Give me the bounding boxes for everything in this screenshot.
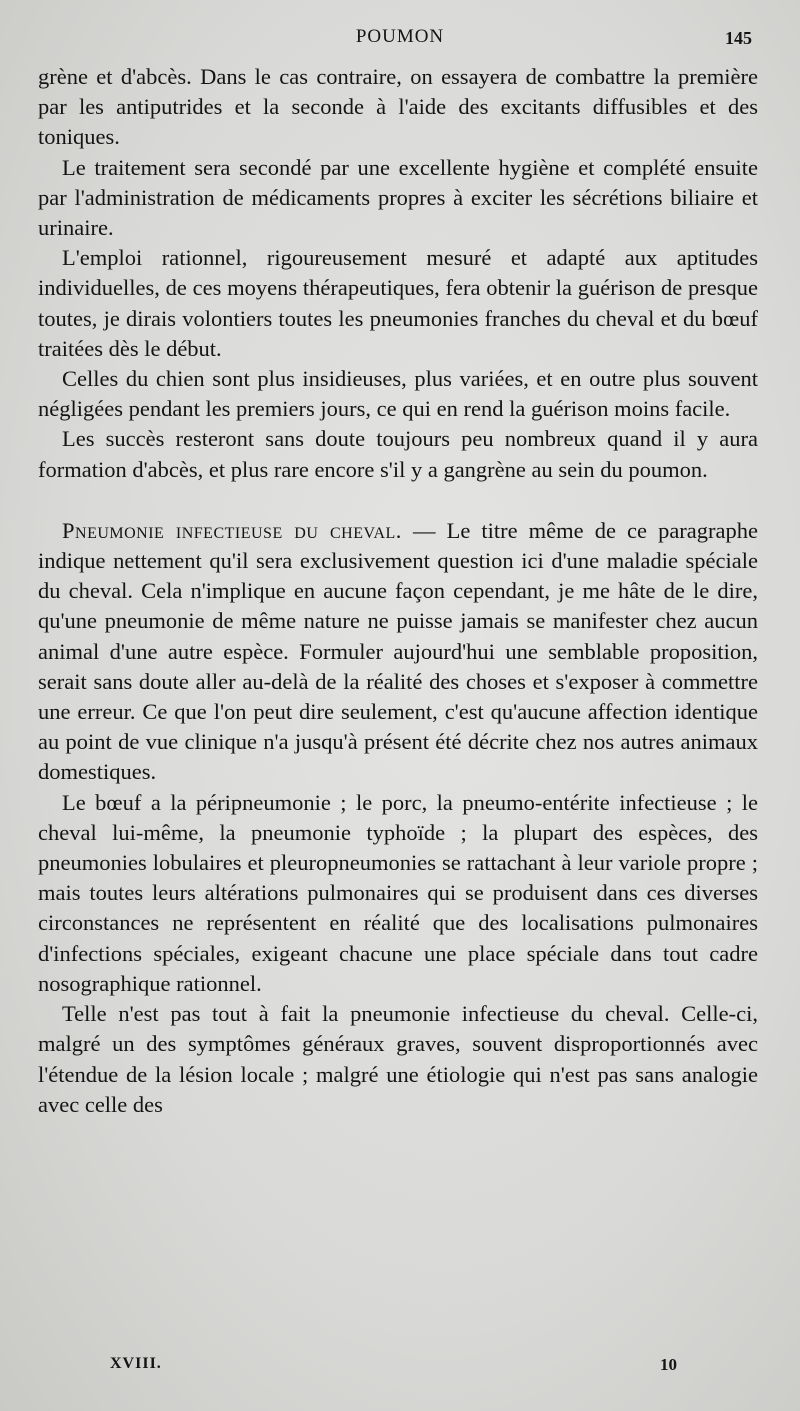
signature-mark: XVIII. — [110, 1355, 162, 1372]
paragraph: Le bœuf a la péripneumonie ; le porc, la pneumo-entérite infectieuse ; le cheval lui-même, la pneumonie typhoïde ; la plupart des espèces, des pneumonies lobulaires et pleuropneumonies se rattachant à leur variole propre ; mais toutes leurs altérations pulmonaires qui se produisent dans ces diverses circonstances ne représentent en réalité que des localisations pulmonaires d'infections spéciales, exigeant chacune une place spéciale dans tout cadre nosographique rationnel. — [38, 789, 758, 996]
section-opening-paragraph — [38, 516, 758, 788]
page-footer — [48, 1355, 752, 1381]
section-title: Pneumonie infectieuse du cheval. — [62, 517, 402, 543]
page-number: 145 — [725, 28, 752, 48]
paragraph: grène et d'abcès. Dans le cas contraire, on essayera de combattre la première par les antiputrides et la seconde à l'aide des excitants diffusibles et des toniques. — [38, 64, 758, 150]
running-title: POUMON — [355, 26, 445, 47]
paragraph: Le traitement sera secondé par une excellente hygiène et complété ensuite par l'administration de médicaments propres à exciter les sécrétions biliaire et urinaire. — [38, 154, 758, 241]
section-spacer — [38, 485, 758, 516]
section-intro-text: — Le titre même de ce paragraphe indique nettement qu'il sera exclusivement question ici d'une maladie spéciale du cheval. Cela n'implique en aucune façon cependant, je me hâte de le dire, qu'une pneumonie de même nature ne puisse jamais se manifester chez aucun animal d'une autre espèce. Formuler aujourd'hui une semblable proposition, serait sans doute aller au-delà de la réalité des choses et s'exposer à commettre une erreur. Ce que l'on peut dire seulement, c'est qu'aucune affection identique au point de vue clinique n'a jusqu'à présent été décrite chez nos autres animaux domestiques. — [38, 517, 758, 785]
page-header — [48, 26, 752, 52]
body-text — [38, 62, 758, 1120]
paragraph: Celles du chien sont plus insidieuses, plus variées, et en outre plus souvent négligées pendant les premiers jours, ce qui en rend la guérison moins facile. — [38, 366, 758, 422]
paragraph: Telle n'est pas tout à fait la pneumonie infectieuse du cheval. Celle-ci, malgré un des symptômes généraux graves, souvent disproportionnés avec l'étendue de la lésion locale ; malgré une étiologie qui n'est pas sans analogie avec celle des — [38, 1001, 758, 1117]
paragraph: Les succès resteront sans doute toujours peu nombreux quand il y aura formation d'abcès, et plus rare encore s'il y a gangrène au sein du poumon. — [38, 426, 758, 482]
signature-number: 10 — [660, 1355, 677, 1374]
paragraph: L'emploi rationnel, rigoureusement mesuré et adapté aux aptitudes individuelles, de ces moyens thérapeutiques, fera obtenir la guérison de presque toutes, je dirais volontiers toutes les pneumonies franches du cheval et du bœuf traitées dès le début. — [38, 245, 758, 361]
